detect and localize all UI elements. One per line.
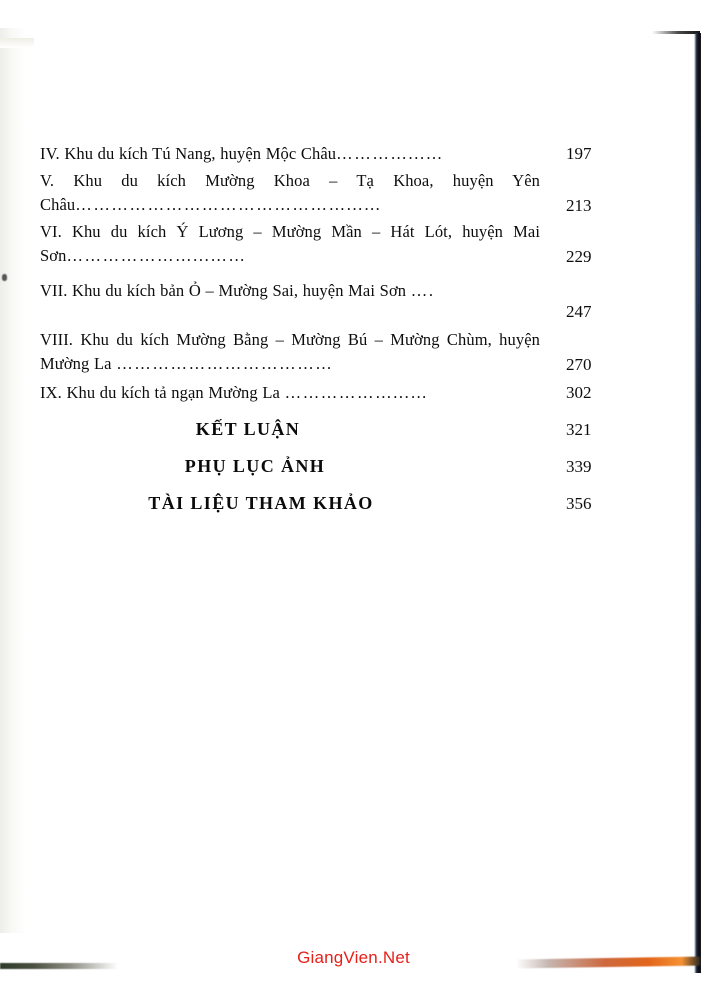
toc-entry-title bbox=[40, 169, 540, 216]
toc-heading-title: KẾT LUẬN bbox=[195, 418, 301, 439]
toc-row bbox=[40, 381, 652, 404]
toc-heading-row bbox=[40, 493, 652, 514]
toc-heading-row bbox=[40, 456, 652, 477]
toc-heading-page-number: 339 bbox=[566, 456, 592, 476]
page-top-edge-line bbox=[652, 31, 700, 34]
toc-entry-text: IX. Khu du kích tả ngạn Mường La bbox=[40, 383, 280, 403]
watermark-text: GiangVien.Net bbox=[297, 948, 410, 967]
toc-page-number: 247 bbox=[566, 302, 592, 322]
toc-heading-title: PHỤ LỤC ẢNH bbox=[184, 455, 326, 476]
toc-row bbox=[40, 328, 652, 375]
site-watermark bbox=[0, 948, 707, 968]
toc-row bbox=[40, 142, 652, 165]
toc-entry-text: VIII. Khu du kích Mường Bằng – Mường Bú – Mường Chùm, huyện Mường La bbox=[40, 330, 540, 373]
toc-entry-title bbox=[40, 220, 540, 267]
toc-entry-title bbox=[40, 142, 540, 165]
toc-entry-title bbox=[40, 328, 540, 375]
book-spine-shadow bbox=[694, 33, 701, 973]
toc-page-number: 197 bbox=[566, 144, 592, 163]
toc-entry-text: VI. Khu du kích Ý Lương – Mường Mần – Hát Lót, huyện Mai Sơn bbox=[40, 222, 540, 265]
toc-dot-leader: …………………...…… bbox=[66, 245, 247, 265]
toc-entry-text: V. Khu du kích Mường Khoa – Tạ Khoa, huyện Yên Châu bbox=[40, 171, 540, 214]
toc-heading-page-number: 356 bbox=[566, 493, 592, 513]
book-spine-highlight bbox=[697, 120, 700, 640]
toc-row bbox=[40, 220, 652, 267]
toc-row bbox=[40, 169, 652, 216]
toc-entry-title bbox=[40, 279, 540, 302]
toc-page-number: 302 bbox=[566, 383, 592, 403]
scan-speck-artifact bbox=[2, 274, 7, 281]
toc-entry-text: IV. Khu du kích Tú Nang, huyện Mộc Châu bbox=[40, 144, 337, 163]
toc-entry-title bbox=[40, 381, 540, 404]
toc-heading-page-number: 321 bbox=[566, 419, 592, 439]
toc-dot-leader: ………………………………………...… bbox=[75, 194, 383, 214]
page-left-edge-shadow bbox=[0, 28, 26, 933]
toc-row bbox=[40, 279, 652, 322]
toc-heading-title: TÀI LIỆU THAM KHẢO bbox=[148, 492, 374, 513]
toc-heading-row bbox=[40, 419, 652, 440]
table-of-contents bbox=[40, 142, 652, 530]
toc-dot-leader: …………...… bbox=[336, 144, 444, 163]
toc-dot-leader: ………………...… bbox=[284, 383, 429, 403]
toc-page-number: 270 bbox=[566, 355, 592, 375]
page-top-left-corner-edge bbox=[0, 38, 34, 48]
toc-section-headings bbox=[40, 419, 652, 514]
toc-page-number: 229 bbox=[566, 247, 592, 267]
toc-entry-text: VII. Khu du kích bản Ỏ – Mường Sai, huyện Mai Sơn bbox=[40, 281, 407, 301]
toc-dot-leader: ……………………………… bbox=[116, 353, 334, 373]
toc-page-number: 213 bbox=[566, 196, 592, 216]
toc-dot-leader: …. bbox=[410, 281, 435, 301]
